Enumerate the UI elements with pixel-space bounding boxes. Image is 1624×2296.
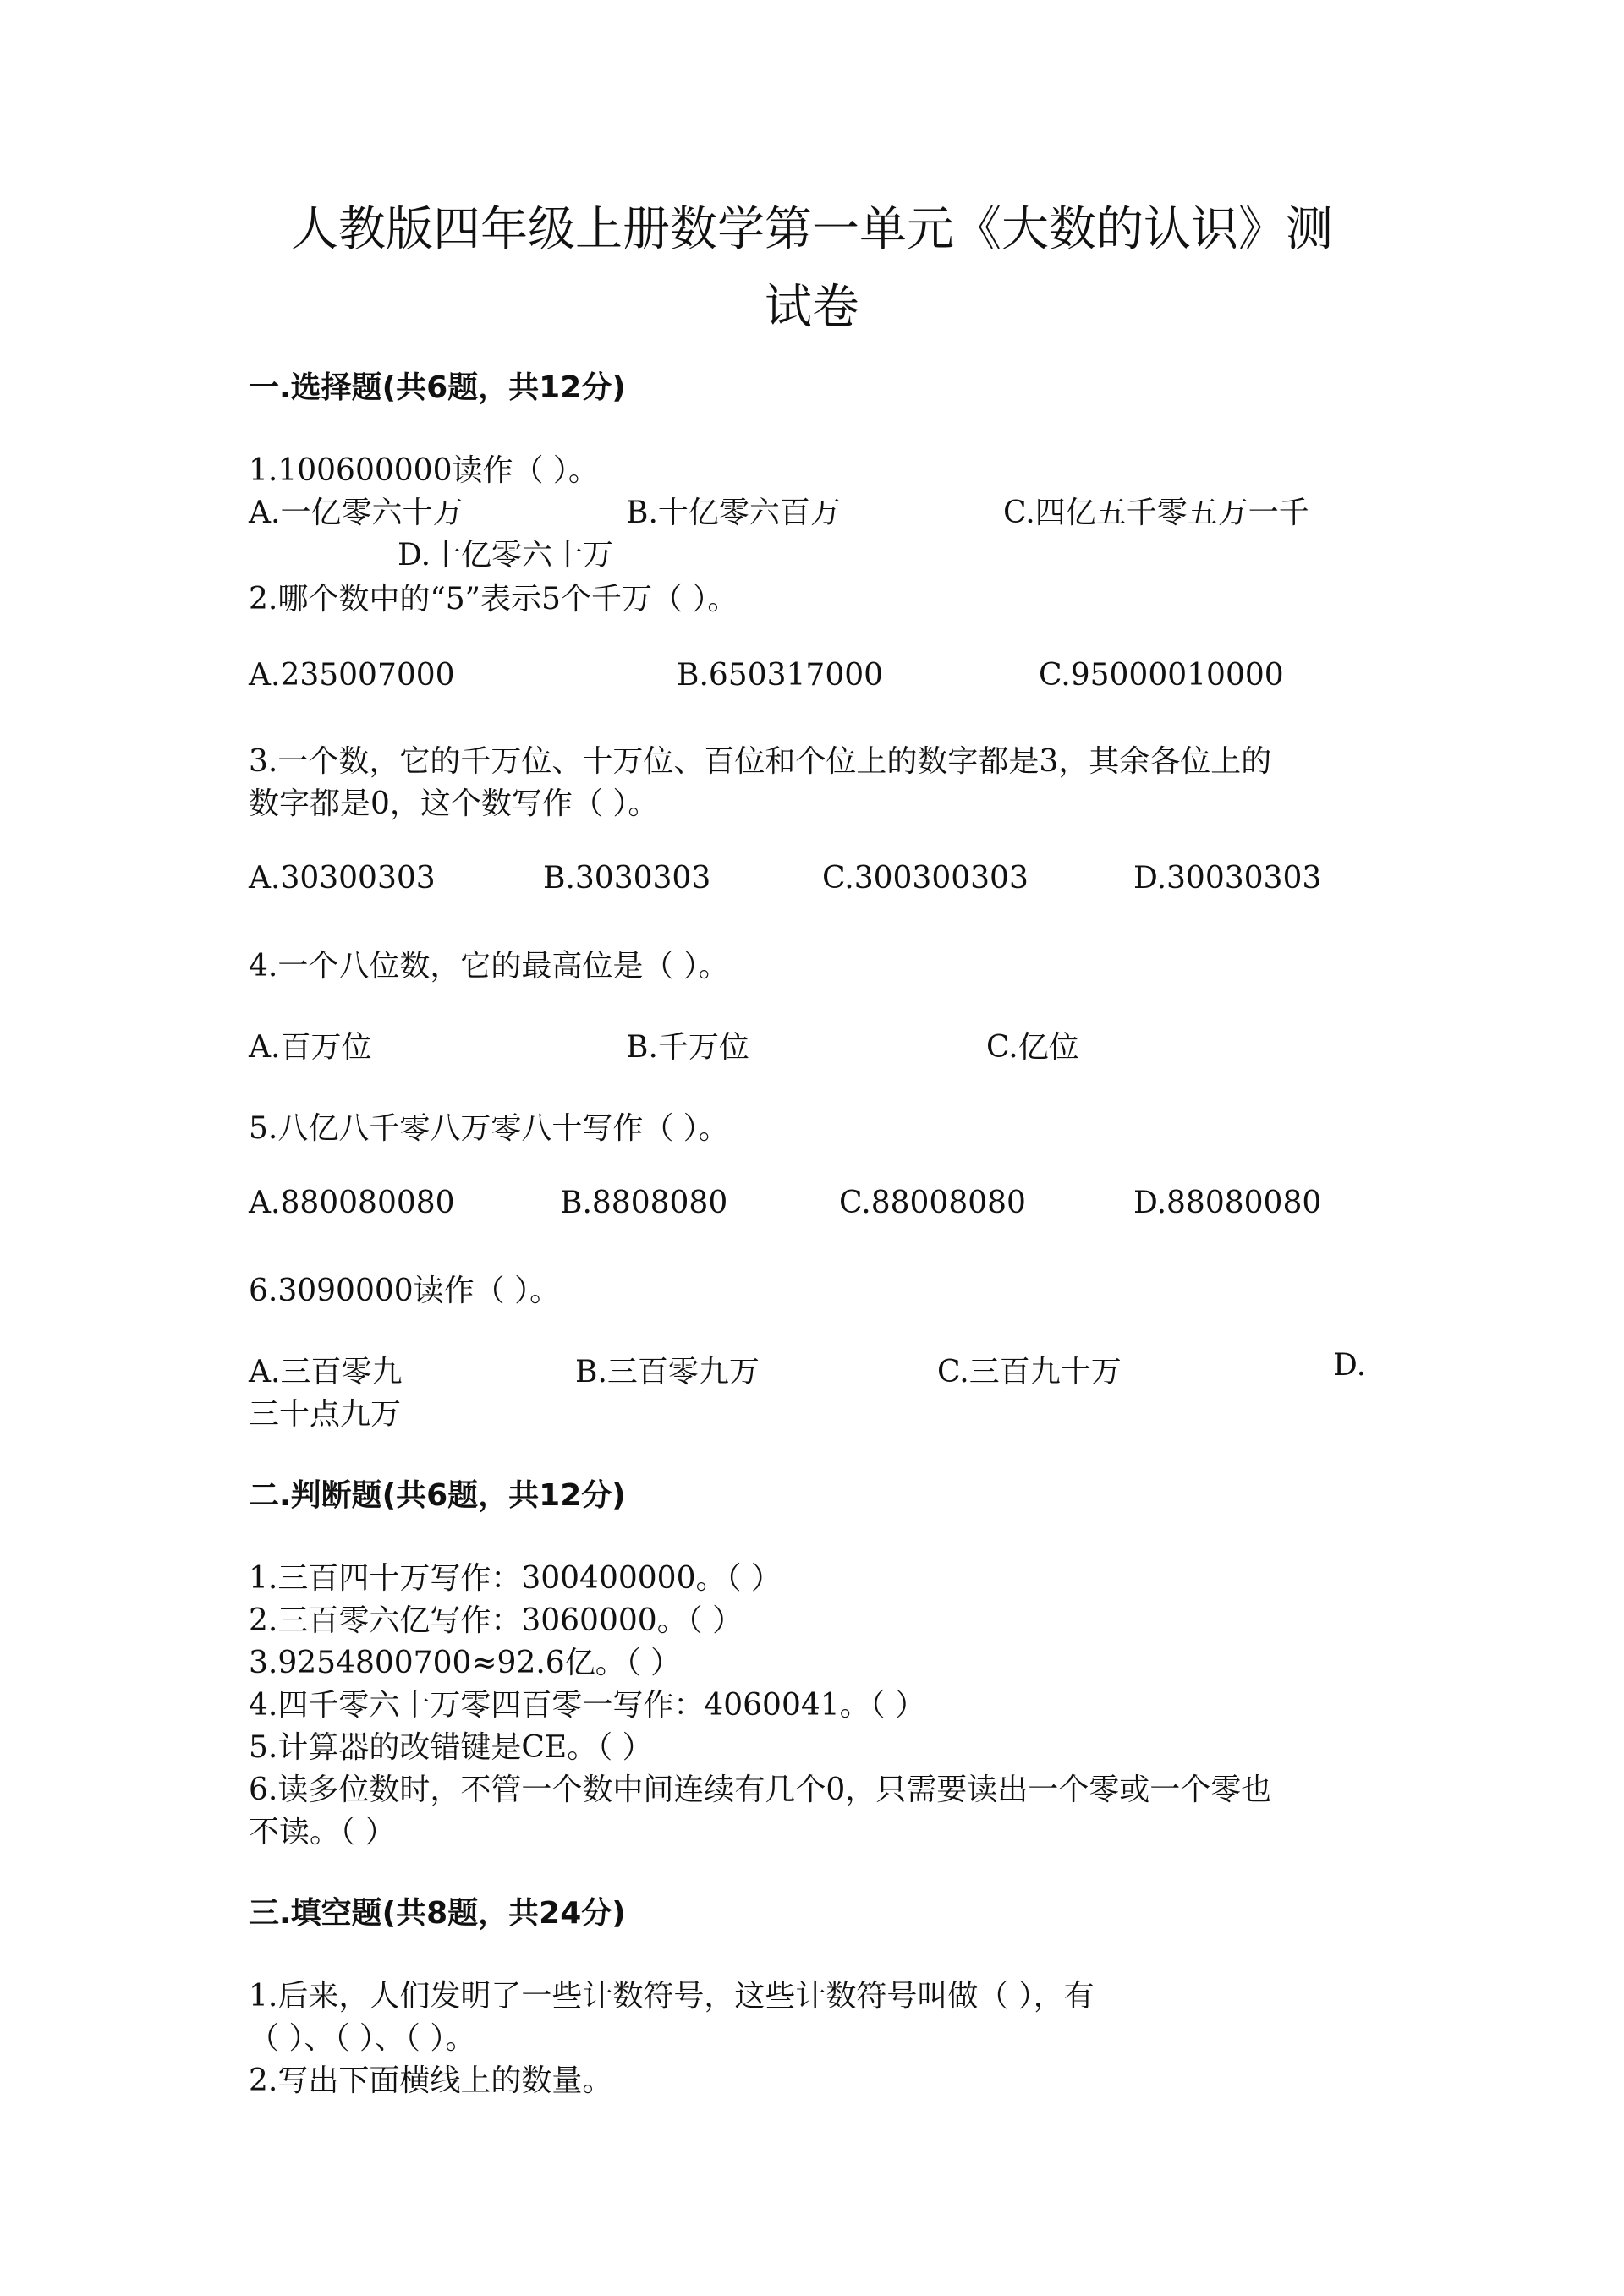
fill-item: 1.后来，人们发明了一些计数符号，这些计数符号叫做（ ），有 bbox=[249, 1979, 1095, 2014]
judge-item: 6.读多位数时，不管一个数中间连续有几个0，只需要读出一个零或一个零也 bbox=[249, 1773, 1272, 1807]
option-c: C.三百九十万 bbox=[937, 1355, 1122, 1389]
question-stem: 1.100600000读作（ ）。 bbox=[249, 453, 599, 488]
option-d: D.十亿零六十万 bbox=[398, 538, 614, 573]
option-b: B.8808080 bbox=[560, 1186, 728, 1220]
judge-item: 5.计算器的改错键是CE。（ ） bbox=[249, 1730, 653, 1765]
fill-item-cont: （ ）、（ ）、（ ）。 bbox=[249, 2021, 476, 2056]
judge-item-cont: 不读。（ ） bbox=[249, 1815, 396, 1849]
option-b: B.三百零九万 bbox=[575, 1355, 760, 1389]
judge-item: 3.9254800700≈92.6亿。（ ） bbox=[249, 1646, 682, 1680]
title-line-2: 试卷 bbox=[765, 280, 859, 335]
section-heading-choice: 一.选择题(共6题，共12分) bbox=[249, 370, 626, 405]
option-c: C.300300303 bbox=[822, 861, 1029, 896]
exam-title bbox=[211, 191, 1413, 347]
fill-item: 2.写出下面横线上的数量。 bbox=[249, 2063, 613, 2098]
option-b: B.3030303 bbox=[543, 861, 711, 896]
option-d-text: 三十点九万 bbox=[249, 1397, 402, 1432]
section-heading-fill: 三.填空题(共8题，共24分) bbox=[249, 1896, 626, 1931]
question-stem-line-2: 数字都是0，这个数写作（ ）。 bbox=[249, 786, 659, 821]
option-a: A.30300303 bbox=[249, 861, 436, 896]
option-d: D.30030303 bbox=[1133, 861, 1322, 896]
judge-item: 1.三百四十万写作：300400000。（ ） bbox=[249, 1561, 782, 1596]
option-d: D. bbox=[1333, 1348, 1367, 1383]
option-b: B.十亿零六百万 bbox=[626, 496, 841, 530]
judge-item: 4.四千零六十万零四百零一写作：4060041。（ ） bbox=[249, 1688, 926, 1723]
judge-item: 2.三百零六亿写作：3060000。（ ） bbox=[249, 1603, 743, 1638]
option-a: A.880080080 bbox=[249, 1186, 455, 1220]
option-a: A.一亿零六十万 bbox=[249, 496, 464, 530]
section-heading-judge: 二.判断题(共6题，共12分) bbox=[249, 1478, 626, 1513]
option-a: A.百万位 bbox=[249, 1030, 372, 1065]
question-stem: 4.一个八位数，它的最高位是（ ）。 bbox=[249, 949, 729, 984]
option-a: A.三百零九 bbox=[249, 1355, 403, 1389]
option-d: D.88080080 bbox=[1133, 1186, 1322, 1220]
option-b: B.千万位 bbox=[626, 1030, 749, 1065]
option-c: C.四亿五千零五万一千 bbox=[1003, 496, 1309, 530]
question-stem: 6.3090000读作（ ）。 bbox=[249, 1274, 561, 1308]
option-c: C.88008080 bbox=[839, 1186, 1026, 1220]
option-c: C.95000010000 bbox=[1039, 658, 1284, 693]
option-b: B.650317000 bbox=[677, 658, 884, 693]
option-c: C.亿位 bbox=[986, 1030, 1079, 1065]
title-line-1: 人教版四年级上册数学第一单元《大数的认识》测 bbox=[291, 202, 1333, 257]
question-stem: 2.哪个数中的“5”表示5个千万（ ）。 bbox=[249, 582, 738, 616]
option-a: A.235007000 bbox=[249, 658, 455, 693]
question-stem-line-1: 3.一个数，它的千万位、十万位、百位和个位上的数字都是3，其余各位上的 bbox=[249, 744, 1272, 779]
question-stem: 5.八亿八千零八万零八十写作（ ）。 bbox=[249, 1111, 729, 1146]
